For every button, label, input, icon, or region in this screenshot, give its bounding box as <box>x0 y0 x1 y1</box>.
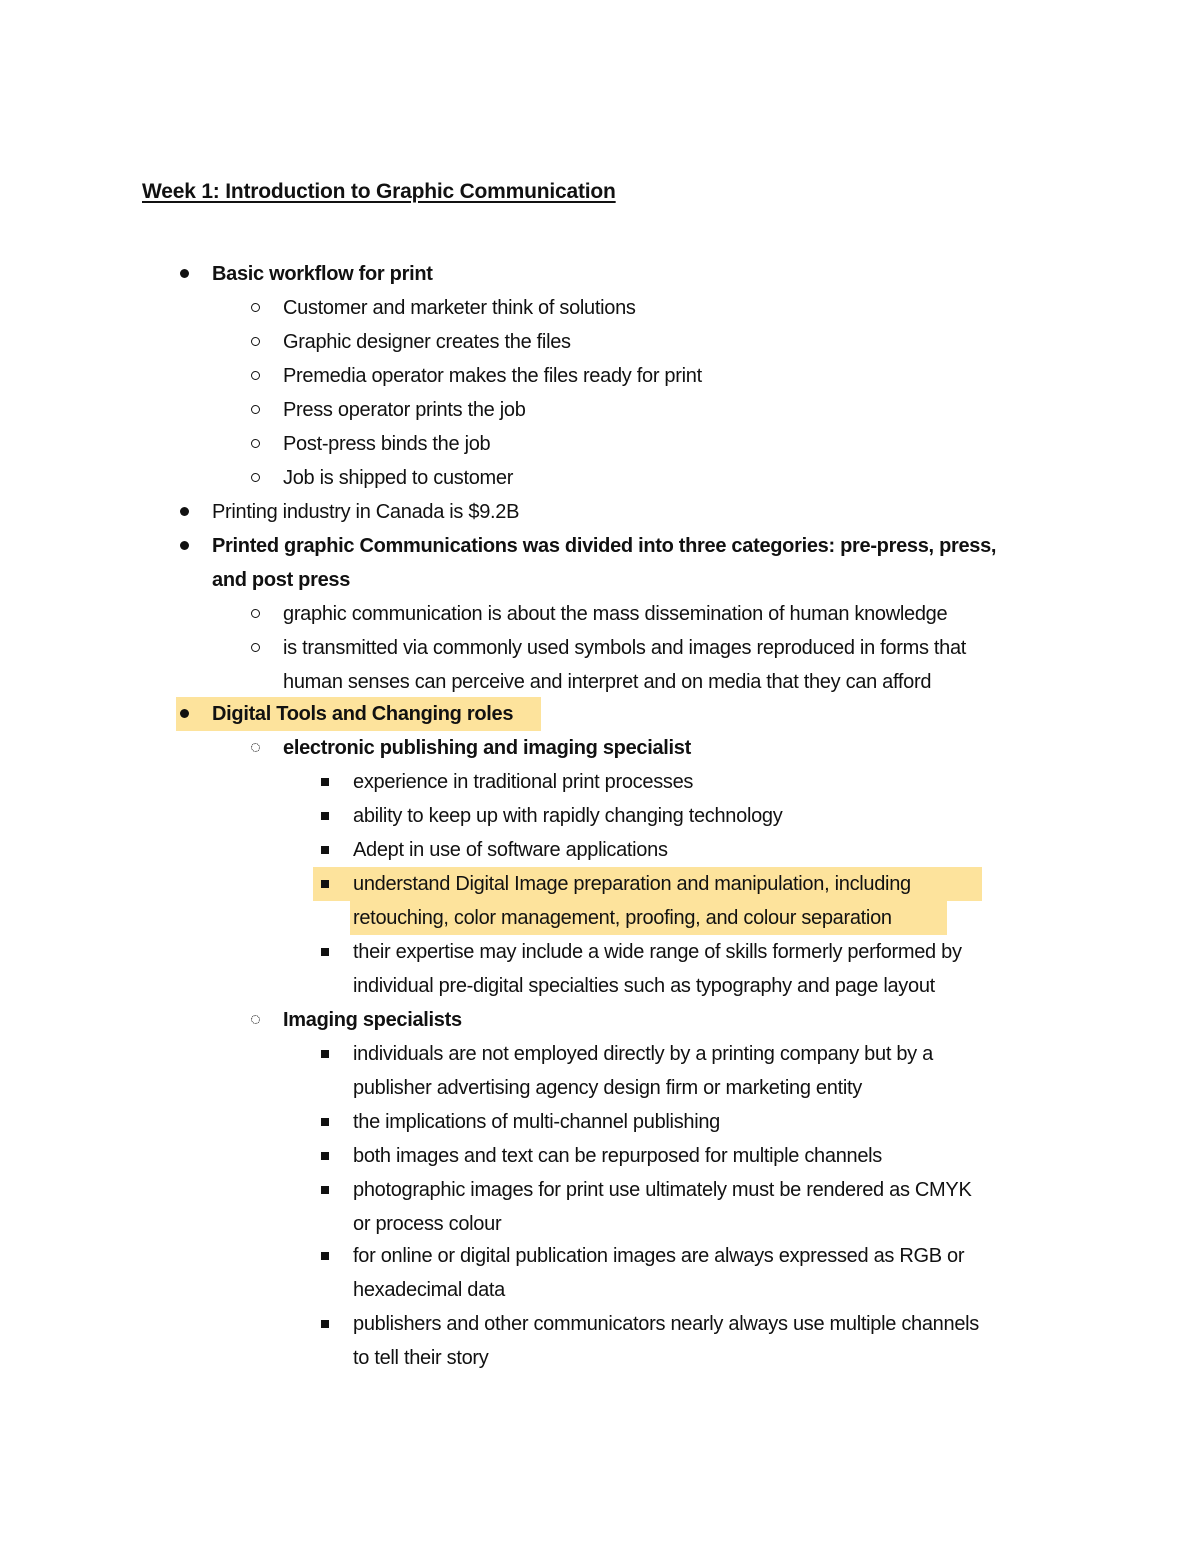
bullet-square-icon <box>315 1307 335 1341</box>
list-item-level2: Customer and marketer think of solutions <box>283 297 636 319</box>
bullet-ring-icon <box>245 291 265 325</box>
list-item-level2-continuation: human senses can perceive and interpret and on media that they can afford <box>283 671 932 693</box>
bullet-disc-icon <box>174 495 194 529</box>
list-item-level2: Graphic designer creates the files <box>283 331 571 353</box>
bullet-square-icon <box>315 1173 335 1207</box>
bullet-ring-icon <box>245 597 265 631</box>
list-item-level2: Job is shipped to customer <box>283 467 514 489</box>
list-item-level3: experience in traditional print processes <box>353 771 694 793</box>
list-item-level3: both images and text can be repurposed for multiple channels <box>353 1145 883 1167</box>
list-item-level3-highlighted: understand Digital Image preparation and manipulation, including <box>353 873 911 895</box>
page-title: Week 1: Introduction to Graphic Communication <box>142 180 616 203</box>
list-item-level2: electronic publishing and imaging specialist <box>283 737 691 759</box>
bullet-ring-icon <box>245 461 265 495</box>
bullet-square-icon <box>315 935 335 969</box>
list-item-level2: Post-press binds the job <box>283 433 491 455</box>
list-item-level3: ability to keep up with rapidly changing technology <box>353 805 783 827</box>
bullet-ring-icon <box>245 427 265 461</box>
bullet-ring-icon <box>245 359 265 393</box>
list-item-level2: is transmitted via commonly used symbols and images reproduced in forms that <box>283 637 967 659</box>
list-item-level2: Press operator prints the job <box>283 399 526 421</box>
list-item-level3: individuals are not employed directly by a printing company but by a <box>353 1043 933 1065</box>
list-item-level3: for online or digital publication images are always expressed as RGB or <box>353 1245 965 1267</box>
bullet-dotted-ring-icon <box>245 1003 265 1037</box>
list-item-level3: their expertise may include a wide range of skills formerly performed by <box>353 941 962 963</box>
bullet-square-icon <box>315 1239 335 1273</box>
list-item-level3: publishers and other communicators nearly always use multiple channels <box>353 1313 979 1335</box>
list-item-level1: Basic workflow for print <box>212 263 433 285</box>
bullet-dotted-ring-icon <box>245 731 265 765</box>
bullet-square-icon <box>315 1105 335 1139</box>
list-item-level1-highlighted: Digital Tools and Changing roles <box>212 703 514 725</box>
bullet-disc-icon <box>174 529 194 563</box>
list-item-level3-continuation: publisher advertising agency design firm or marketing entity <box>353 1077 862 1099</box>
list-item-level3-continuation: to tell their story <box>353 1347 489 1369</box>
bullet-disc-icon <box>174 257 194 291</box>
bullet-ring-icon <box>245 325 265 359</box>
list-item-level3: Adept in use of software applications <box>353 839 668 861</box>
list-item-level3-continuation: individual pre-digital specialties such as typography and page layout <box>353 975 935 997</box>
list-item-level2: graphic communication is about the mass dissemination of human knowledge <box>283 603 948 625</box>
list-item-level2: Imaging specialists <box>283 1009 462 1031</box>
bullet-ring-icon <box>245 631 265 665</box>
bullet-disc-icon <box>174 697 194 731</box>
bullet-square-icon <box>315 833 335 867</box>
bullet-square-icon <box>315 867 335 901</box>
bullet-square-icon <box>315 799 335 833</box>
list-item-level3-continuation: or process colour <box>353 1213 502 1235</box>
list-item-level1-continuation: and post press <box>212 569 351 591</box>
list-item-level2: Premedia operator makes the files ready for print <box>283 365 702 387</box>
bullet-square-icon <box>315 1037 335 1071</box>
list-item-level3: photographic images for print use ultimately must be rendered as CMYK <box>353 1179 972 1201</box>
bullet-square-icon <box>315 1139 335 1173</box>
list-item-level1: Printing industry in Canada is $9.2B <box>212 501 520 523</box>
bullet-square-icon <box>315 765 335 799</box>
list-item-level3-continuation: hexadecimal data <box>353 1279 505 1301</box>
bullet-ring-icon <box>245 393 265 427</box>
list-item-level3: the implications of multi-channel publishing <box>353 1111 721 1133</box>
list-item-level3-highlighted-continuation: retouching, color management, proofing, and colour separation <box>353 907 892 929</box>
list-item-level1: Printed graphic Communications was divided into three categories: pre-press, press, <box>212 535 997 557</box>
